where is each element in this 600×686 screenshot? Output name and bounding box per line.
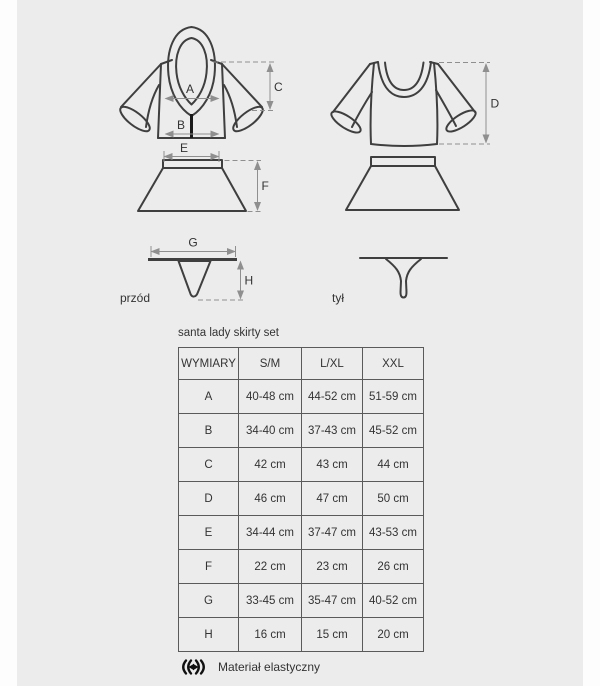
dim-label-a: A (185, 82, 195, 96)
dim-g (151, 236, 236, 258)
dim-label-d: D (490, 96, 500, 111)
value-cell: 47 cm (302, 482, 363, 516)
dim-cell: E (179, 516, 239, 550)
value-cell: 45-52 cm (363, 414, 424, 448)
dim-cell: C (179, 448, 239, 482)
dim-cell: D (179, 482, 239, 516)
value-cell: 44-52 cm (302, 380, 363, 414)
size-row-h (179, 618, 424, 652)
value-cell: 34-40 cm (239, 414, 302, 448)
dim-cell: G (179, 584, 239, 618)
dim-label-f: F (261, 179, 269, 193)
product-title: santa lady skirty set (178, 327, 279, 339)
front-view-label: przód (120, 291, 151, 305)
size-row-e (179, 516, 424, 550)
dim-label-h: H (244, 273, 254, 288)
dim-label-g: G (188, 235, 198, 250)
value-cell: 37-47 cm (302, 516, 363, 550)
dim-cell: A (179, 380, 239, 414)
front-thong-drawing (148, 260, 237, 297)
value-cell: 46 cm (239, 482, 302, 516)
col-header-xxl: XXL (363, 348, 424, 380)
value-cell: 16 cm (239, 618, 302, 652)
size-table (178, 347, 424, 652)
dim-cell: B (179, 414, 239, 448)
value-cell: 44 cm (363, 448, 424, 482)
stretch-icon (178, 658, 209, 676)
value-cell: 50 cm (363, 482, 424, 516)
value-cell: 40-52 cm (363, 584, 424, 618)
size-row-d (179, 482, 424, 516)
value-cell: 34-44 cm (239, 516, 302, 550)
value-cell: 37-43 cm (302, 414, 363, 448)
value-cell: 51-59 cm (363, 380, 424, 414)
col-header-wymiary: WYMIARY (179, 348, 239, 380)
value-cell: 33-45 cm (239, 584, 302, 618)
size-row-g (179, 584, 424, 618)
value-cell: 43-53 cm (363, 516, 424, 550)
value-cell: 43 cm (302, 448, 363, 482)
dim-label-c: C (274, 80, 283, 94)
col-header-lxl: L/XL (302, 348, 363, 380)
back-top-drawing (328, 62, 478, 146)
dim-h (198, 262, 253, 301)
dim-label-b: B (176, 118, 186, 132)
size-row-b (179, 414, 424, 448)
material-note (178, 658, 320, 676)
size-row-c (179, 448, 424, 482)
value-cell: 15 cm (302, 618, 363, 652)
value-cell: 42 cm (239, 448, 302, 482)
col-header-sm: S/M (239, 348, 302, 380)
value-cell: 26 cm (363, 550, 424, 584)
material-note-text: Materiał elastyczny (218, 660, 321, 674)
dim-e (164, 141, 219, 162)
value-cell: 23 cm (302, 550, 363, 584)
value-cell: 20 cm (363, 618, 424, 652)
back-view-label: tył (332, 291, 344, 305)
dim-label-e: E (179, 141, 189, 155)
garment-diagram (0, 0, 600, 322)
header-row (179, 348, 424, 380)
size-row-a (179, 380, 424, 414)
value-cell: 40-48 cm (239, 380, 302, 414)
back-thong-drawing (360, 258, 447, 298)
dim-cell: F (179, 550, 239, 584)
value-cell: 22 cm (239, 550, 302, 584)
dim-cell: H (179, 618, 239, 652)
front-skirt-drawing (138, 160, 246, 211)
value-cell: 35-47 cm (302, 584, 363, 618)
back-skirt-drawing (346, 157, 459, 210)
size-row-f (179, 550, 424, 584)
